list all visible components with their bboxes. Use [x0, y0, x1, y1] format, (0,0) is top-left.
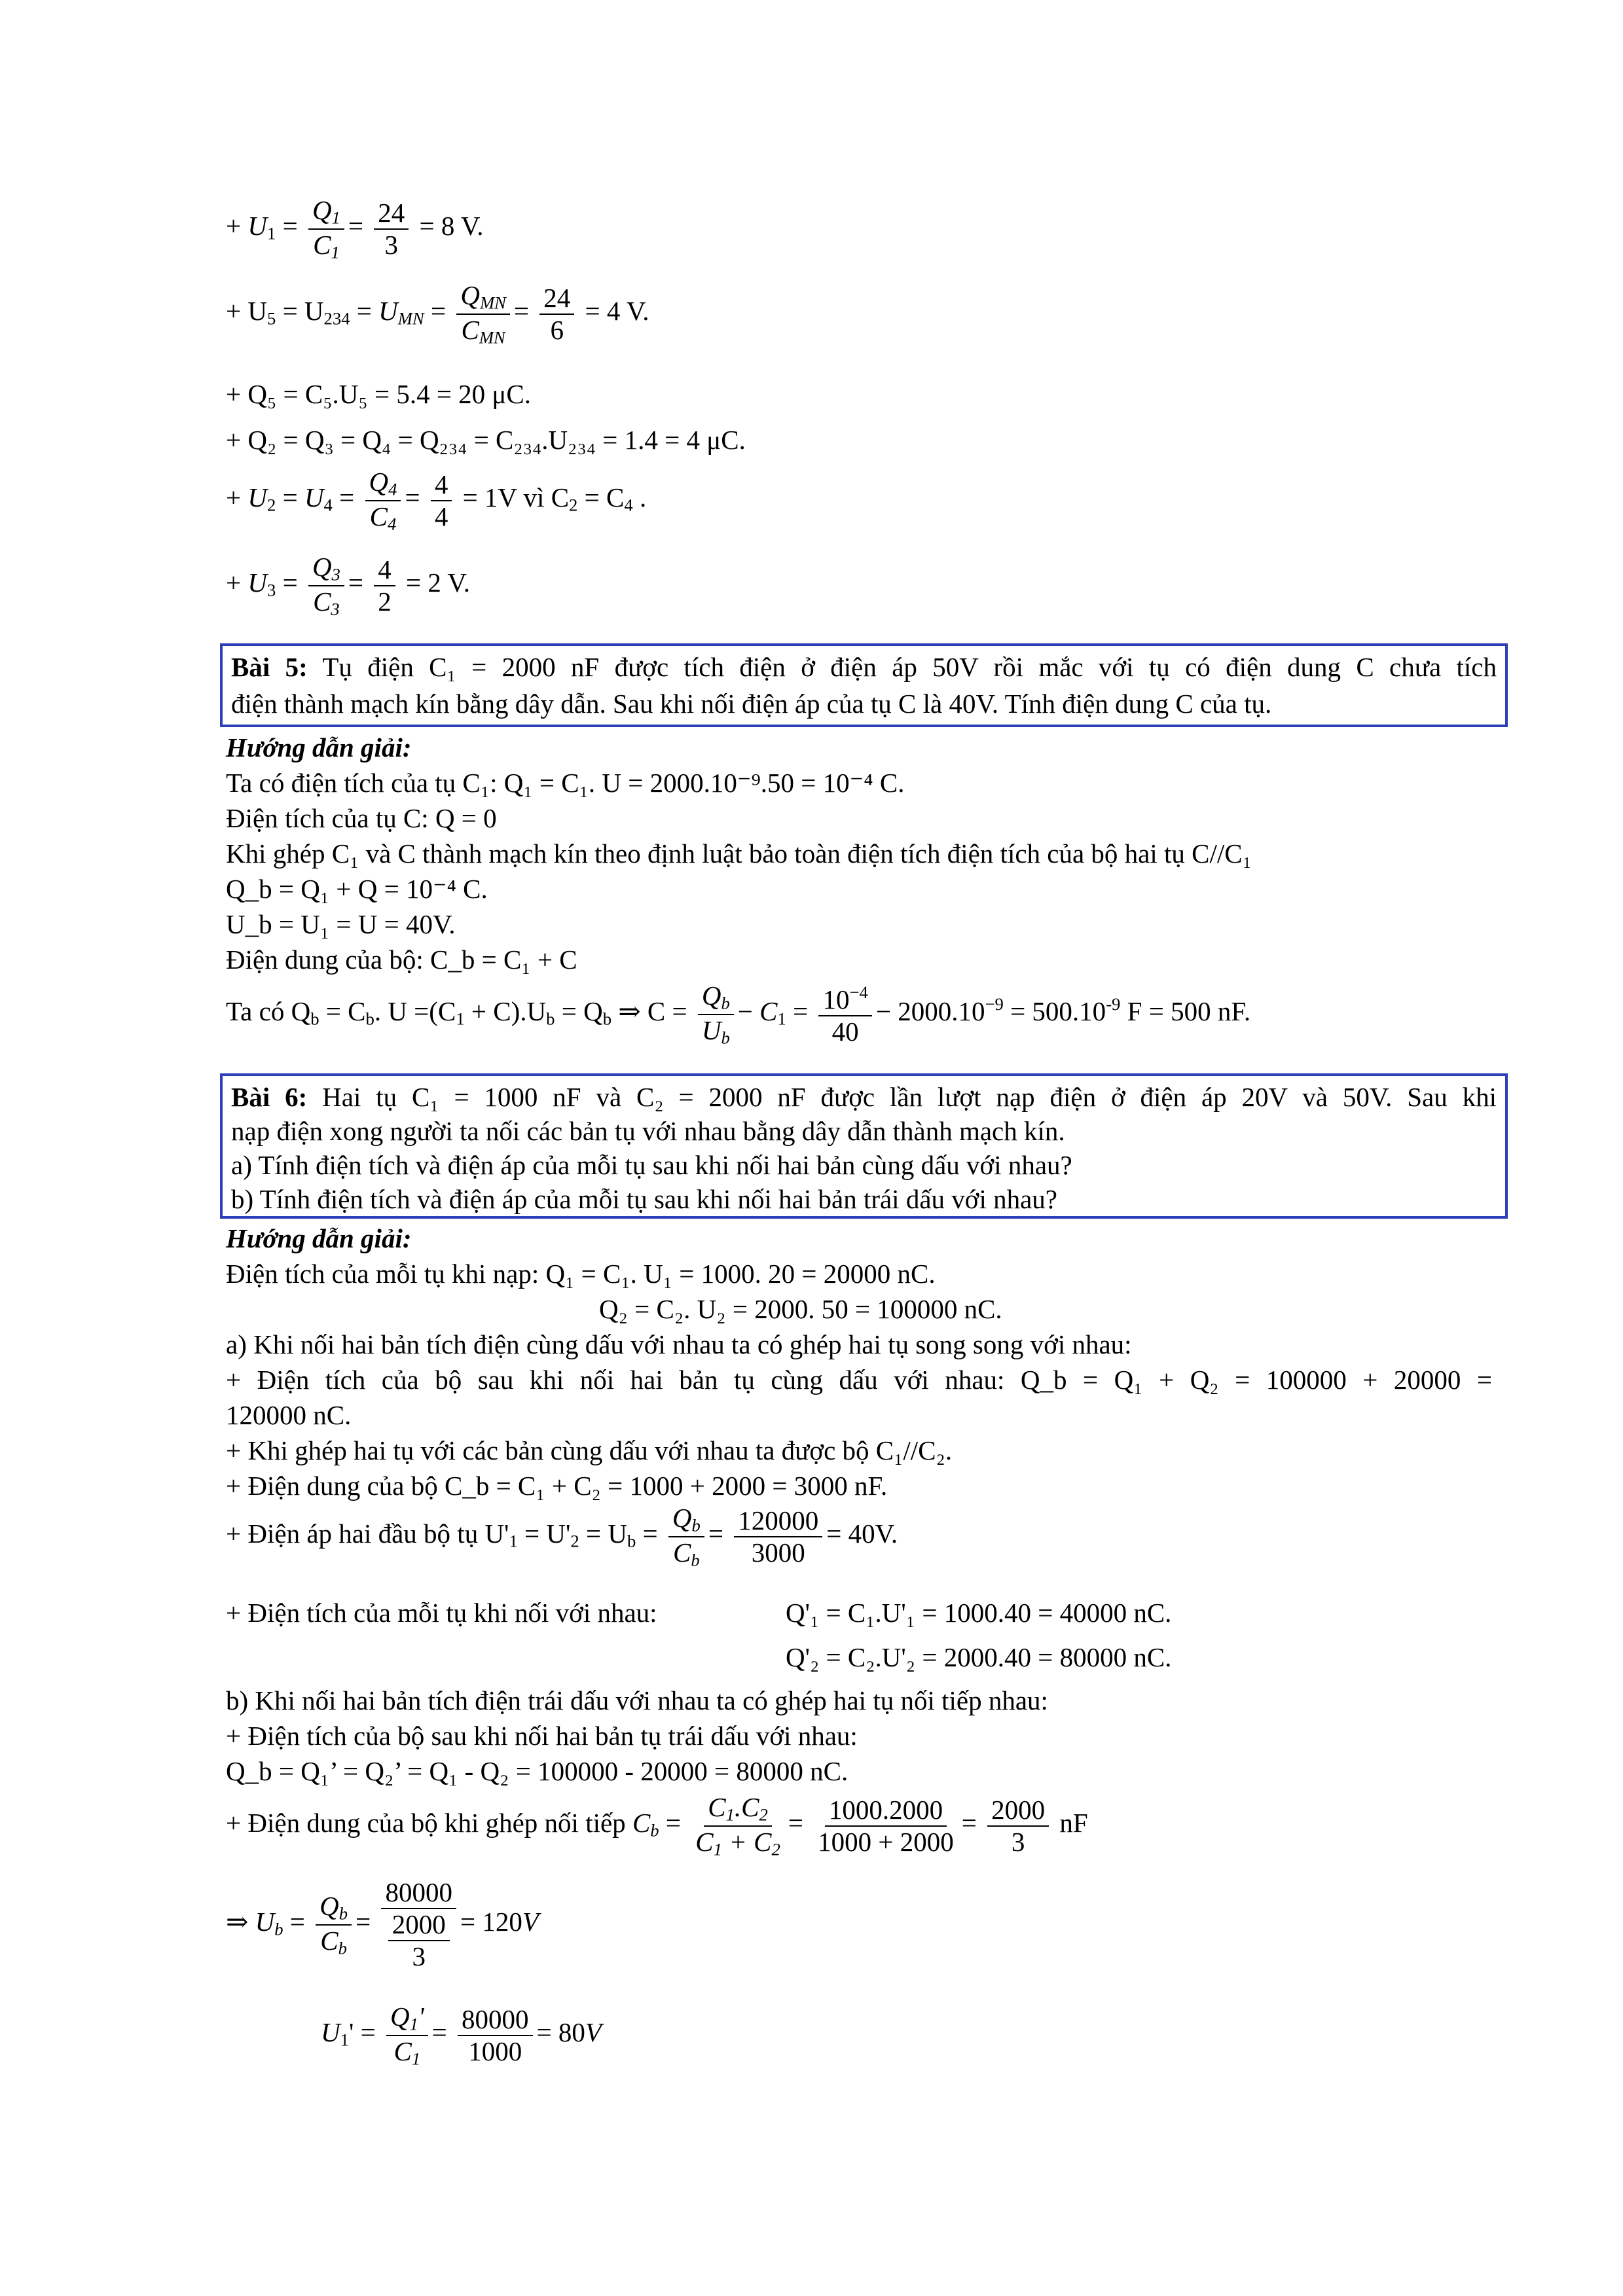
equation-q5: + Q₅ = C₅.U₅ = 5.4 = 20 μC.: [226, 379, 532, 409]
solution-6-series-capacitance: + Điện dung của bộ khi ghép nối tiếp $C_b$ = $\frac{C_1.C_2}{C_1 + C_2}$ = $\frac{1000.2000}{1000 + 2000}$ = $\frac{2000}{3}$ nF: [226, 1792, 1088, 1859]
solution-6-voltage: + Điện áp hai đầu bộ tụ $U'_1 = U'_2 = U_b$ = $\frac{Q_b}{C_b}$ = $\frac{120000}{3000}$ = 40V.: [226, 1503, 898, 1570]
exercise-6-line-4: b) Tính điện tích và điện áp của mỗi tụ sau khi nối hai bản trái dấu với nhau?: [231, 1184, 1057, 1214]
solution-5-line: Ta có điện tích của tụ C₁: Q₁ = C₁. U = 2000.10⁻⁹.50 = 10⁻⁴ C.: [226, 768, 905, 798]
exercise-5-line-2: điện thành mạch kín bằng dây dẫn. Sau khi nối điện áp của tụ C là 40V. Tính điện dung C của tụ.: [231, 689, 1272, 719]
exercise-6-box: [220, 1073, 1508, 1219]
solution-5-line: Điện dung của bộ: C_b = C₁ + C: [226, 944, 577, 975]
solution-6-line: + Điện tích của mỗi tụ khi nối với nhau:: [226, 1598, 657, 1628]
solution-5-line: Khi ghép C₁ và C thành mạch kín theo định luật bảo toàn điện tích điện tích của bộ hai tụ C//C₁: [226, 838, 1252, 869]
solution-6-line: + Điện tích của bộ sau khi nối hai bản tụ trái dấu với nhau:: [226, 1721, 858, 1751]
solution-5-line: Điện tích của tụ C: Q = 0: [226, 803, 497, 833]
solution-5-line: Q_b = Q₁ + Q = 10⁻⁴ C.: [226, 874, 488, 904]
solution-5-line: U_b = U₁ = U = 40V.: [226, 909, 456, 939]
solution-6-line: + Khi ghép hai tụ với các bản cùng dấu với nhau ta được bộ C₁//C₂.: [226, 1435, 953, 1465]
solution-6-line: Q₂ = C₂. U₂ = 2000. 50 = 100000 nC.: [599, 1294, 1002, 1324]
solution-5-heading: Hướng dẫn giải:: [226, 732, 412, 762]
solution-6-line: Q'₁ = C₁.U'₁ = 1000.40 = 40000 nC.: [786, 1598, 1172, 1628]
equation-u1: + $U_1$ = $\frac{Q_1}{C_1}$ = $\frac{24}{3}$ = 8 V.: [226, 195, 484, 262]
exercise-6-line-2: nạp điện xong người ta nối các bản tụ với nhau bằng dây dẫn thành mạch kín.: [231, 1116, 1065, 1146]
solution-6-line: Điện tích của mỗi tụ khi nạp: Q₁ = C₁. U₁ = 1000. 20 = 20000 nC.: [226, 1259, 936, 1289]
solution-6-line: + Điện dung của bộ C_b = C₁ + C₂ = 1000 + 2000 = 3000 nF.: [226, 1471, 888, 1501]
equation-q2: + Q₂ = Q₃ = Q₄ = Q₂₃₄ = C₂₃₄.U₂₃₄ = 1.4 = 4 μC.: [226, 425, 746, 455]
equation-u3: + $U_3$ = $\frac{Q_3}{C_3}$ = $\frac{4}{2}$ = 2 V.: [226, 552, 470, 619]
exercise-5-line-1: Bài 5: Tụ điện C₁ = 2000 nF được tích điện ở điện áp 50V rồi mắc với tụ có điện dung C chưa tích: [231, 652, 1497, 682]
solution-6-u1: $U_1'$ = $\frac{Q_1'}{C_1}$ = $\frac{80000}{1000}$ = 80V: [321, 2001, 602, 2069]
solution-6-line: a) Khi nối hai bản tích điện cùng dấu với nhau ta có ghép hai tụ song song với nhau:: [226, 1329, 1132, 1359]
solution-6-line: + Điện tích của bộ sau khi nối hai bản tụ cùng dấu với nhau: Q_b = Q₁ + Q₂ = 100000 + 20000 =: [226, 1365, 1492, 1395]
solution-5-result: Ta có $Q_b = C_b$. $U =(C_1 + C).U_b = Q_b$ ⇒ C = $\frac{Q_b}{U_b}$ − $C_1$ = $\frac{10^{-4}}{40}$ − $2000.10^{-9} = 500.10^{-9}$ F = 500 nF.: [226, 980, 1251, 1048]
solution-6-line: Q'₂ = C₂.U'₂ = 2000.40 = 80000 nC.: [786, 1642, 1172, 1672]
solution-6-ub: ⇒ $U_b$ = $\frac{Q_b}{C_b}$ = $\frac{80000}{\frac{2000}{3}}$ = 120V: [226, 1877, 539, 1972]
solution-6-line: 120000 nC.: [226, 1400, 352, 1430]
exercise-6-line-1: Bài 6: Hai tụ C₁ = 1000 nF và C₂ = 2000 nF được lần lượt nạp điện ở điện áp 20V và 50V. Sau khi: [231, 1082, 1497, 1112]
solution-6-heading: Hướng dẫn giải:: [226, 1223, 412, 1253]
exercise-6-line-3: a) Tính điện tích và điện áp của mỗi tụ sau khi nối hai bản cùng dấu với nhau?: [231, 1150, 1072, 1180]
equation-u2: + $U_2 = U_4$ = $\frac{Q_4}{C_4}$ = $\frac{4}{4}$ = 1V vì $C_2 = C_4$ .: [226, 467, 647, 534]
exercise-5-box: [220, 643, 1508, 727]
solution-6-line: Q_b = Q₁’ = Q₂’ = Q₁ - Q₂ = 100000 - 20000 = 80000 nC.: [226, 1756, 848, 1786]
solution-6-line: b) Khi nối hai bản tích điện trái dấu với nhau ta có ghép hai tụ nối tiếp nhau:: [226, 1685, 1048, 1715]
equation-u5: + $U_5 = U_{234} = U_{MN}$ = $\frac{Q_{MN}}{C_{MN}}$ = $\frac{24}{6}$ = 4 V.: [226, 280, 649, 348]
